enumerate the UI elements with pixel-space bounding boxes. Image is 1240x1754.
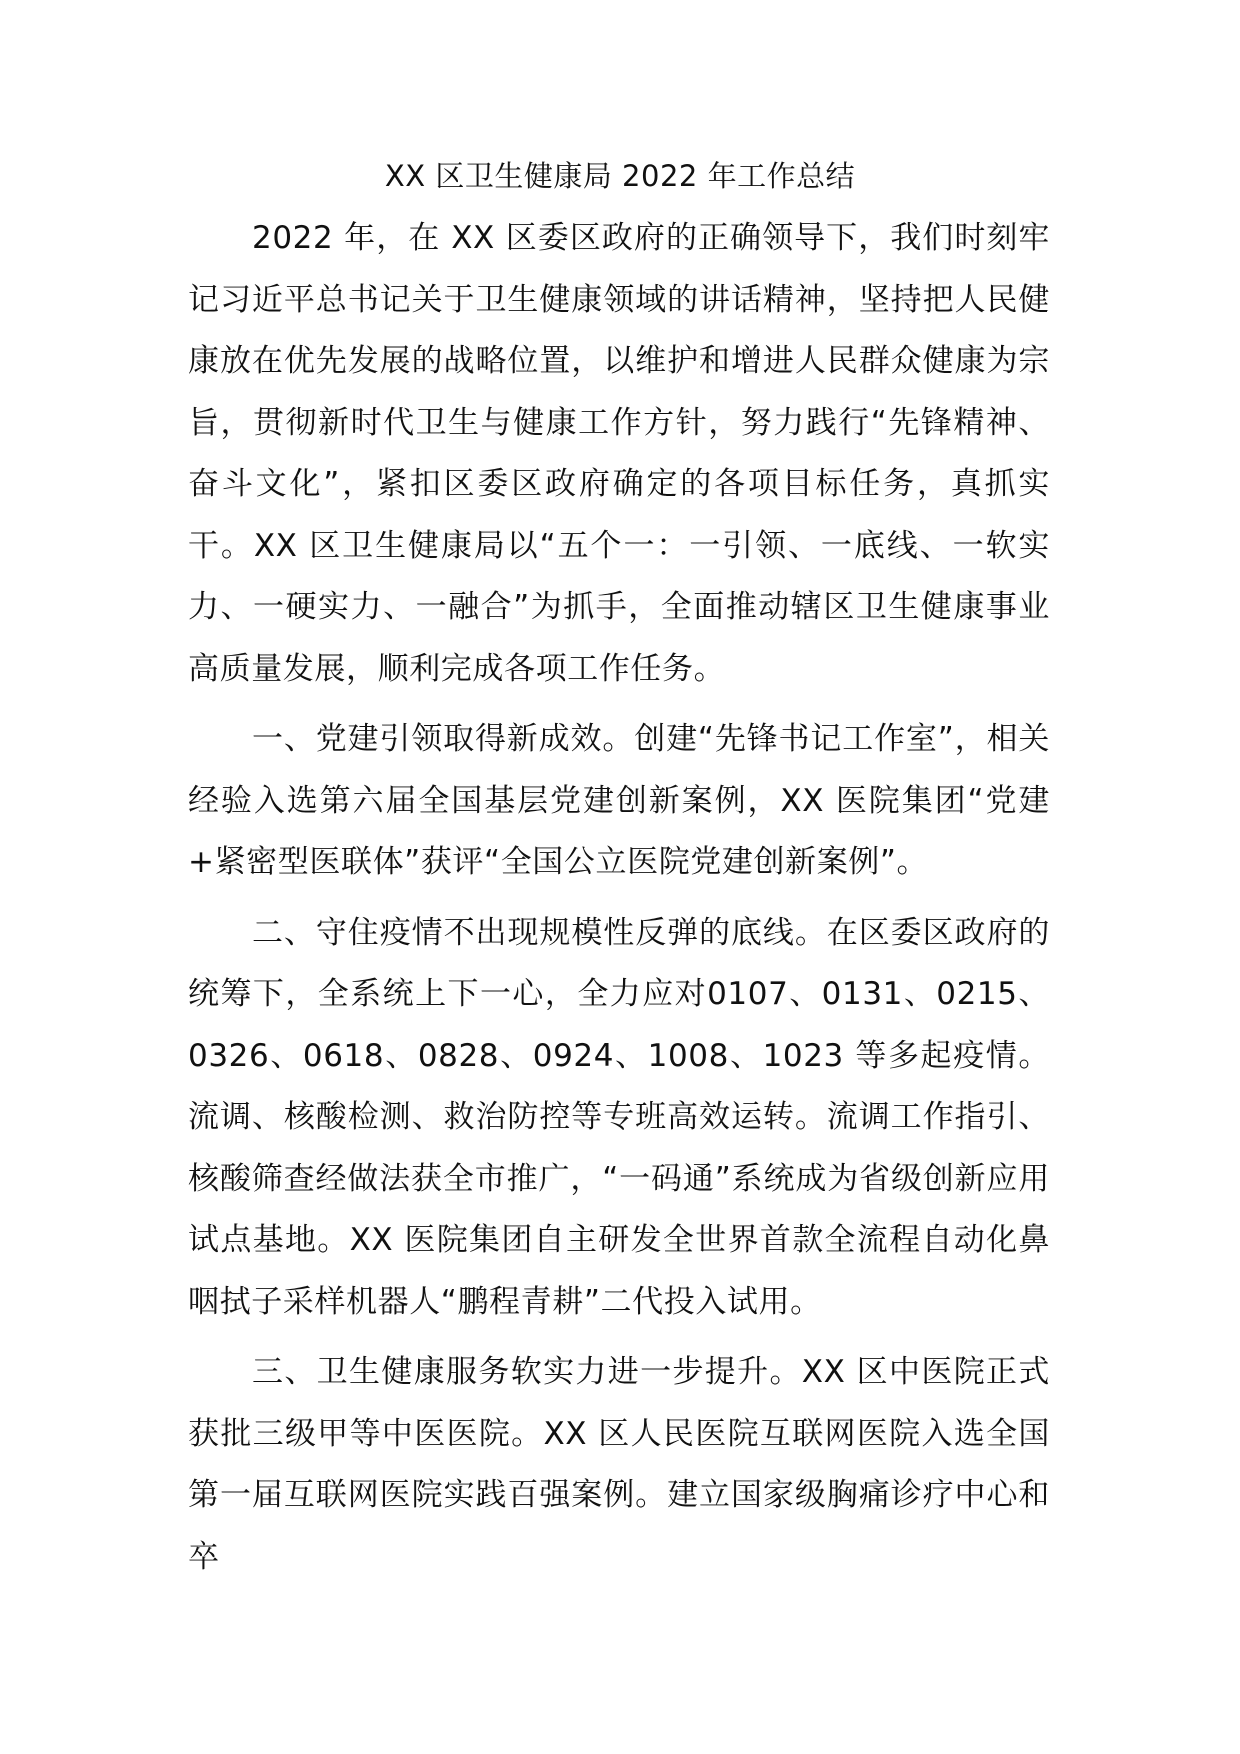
document-body [188, 208, 1050, 1588]
paragraph-intro: 2022 年，在 XX 区委区政府的正确领导下，我们时刻牢记习近平总书记关于卫生健康领域的讲话精神，坚持把人民健康放在优先发展的战略位置，以维护和增进人民群众健康为宗旨，贯彻新时代卫生与健康工作方针，努力践行“先锋精神、奋斗文化”，紧扣区委区政府确定的各项目标任务，真抓实干。XX 区卫生健康局以“五个一：一引领、一底线、一软实力、一硬实力、一融合”为抓手，全面推动辖区卫生健康事业高质量发展，顺利完成各项工作任务。 [188, 220, 1050, 687]
paragraph-epidemic-control: 二、守住疫情不出现规模性反弹的底线。在区委区政府的统筹下，全系统上下一心，全力应对0107、0131、0215、0326、0618、0828、0924、1008、1023 等多起疫情。流调、核酸检测、救治防控等专班高效运转。流调工作指引、核酸筛查经做法获全市推广，“一码通”系统成为省级创新应用试点基地。XX 医院集团自主研发全世界首款全流程自动化鼻咽拭子采样机器人“鹏程青耕”二代投入试用。 [188, 914, 1050, 1320]
paragraph-soft-power: 三、卫生健康服务软实力进一步提升。XX 区中医院正式获批三级甲等中医医院。XX 区人民医院互联网医院入选全国第一届互联网医院实践百强案例。建立国家级胸痛诊疗中心和卒 [188, 1354, 1050, 1575]
document-title: XX 区卫生健康局 2022 年工作总结 [384, 159, 856, 193]
paragraph-party-building: 一、党建引领取得新成效。创建“先锋书记工作室”，相关经验入选第六届全国基层党建创新案例，XX 医院集团“党建+紧密型医联体”获评“全国公立医院党建创新案例”。 [188, 721, 1050, 880]
